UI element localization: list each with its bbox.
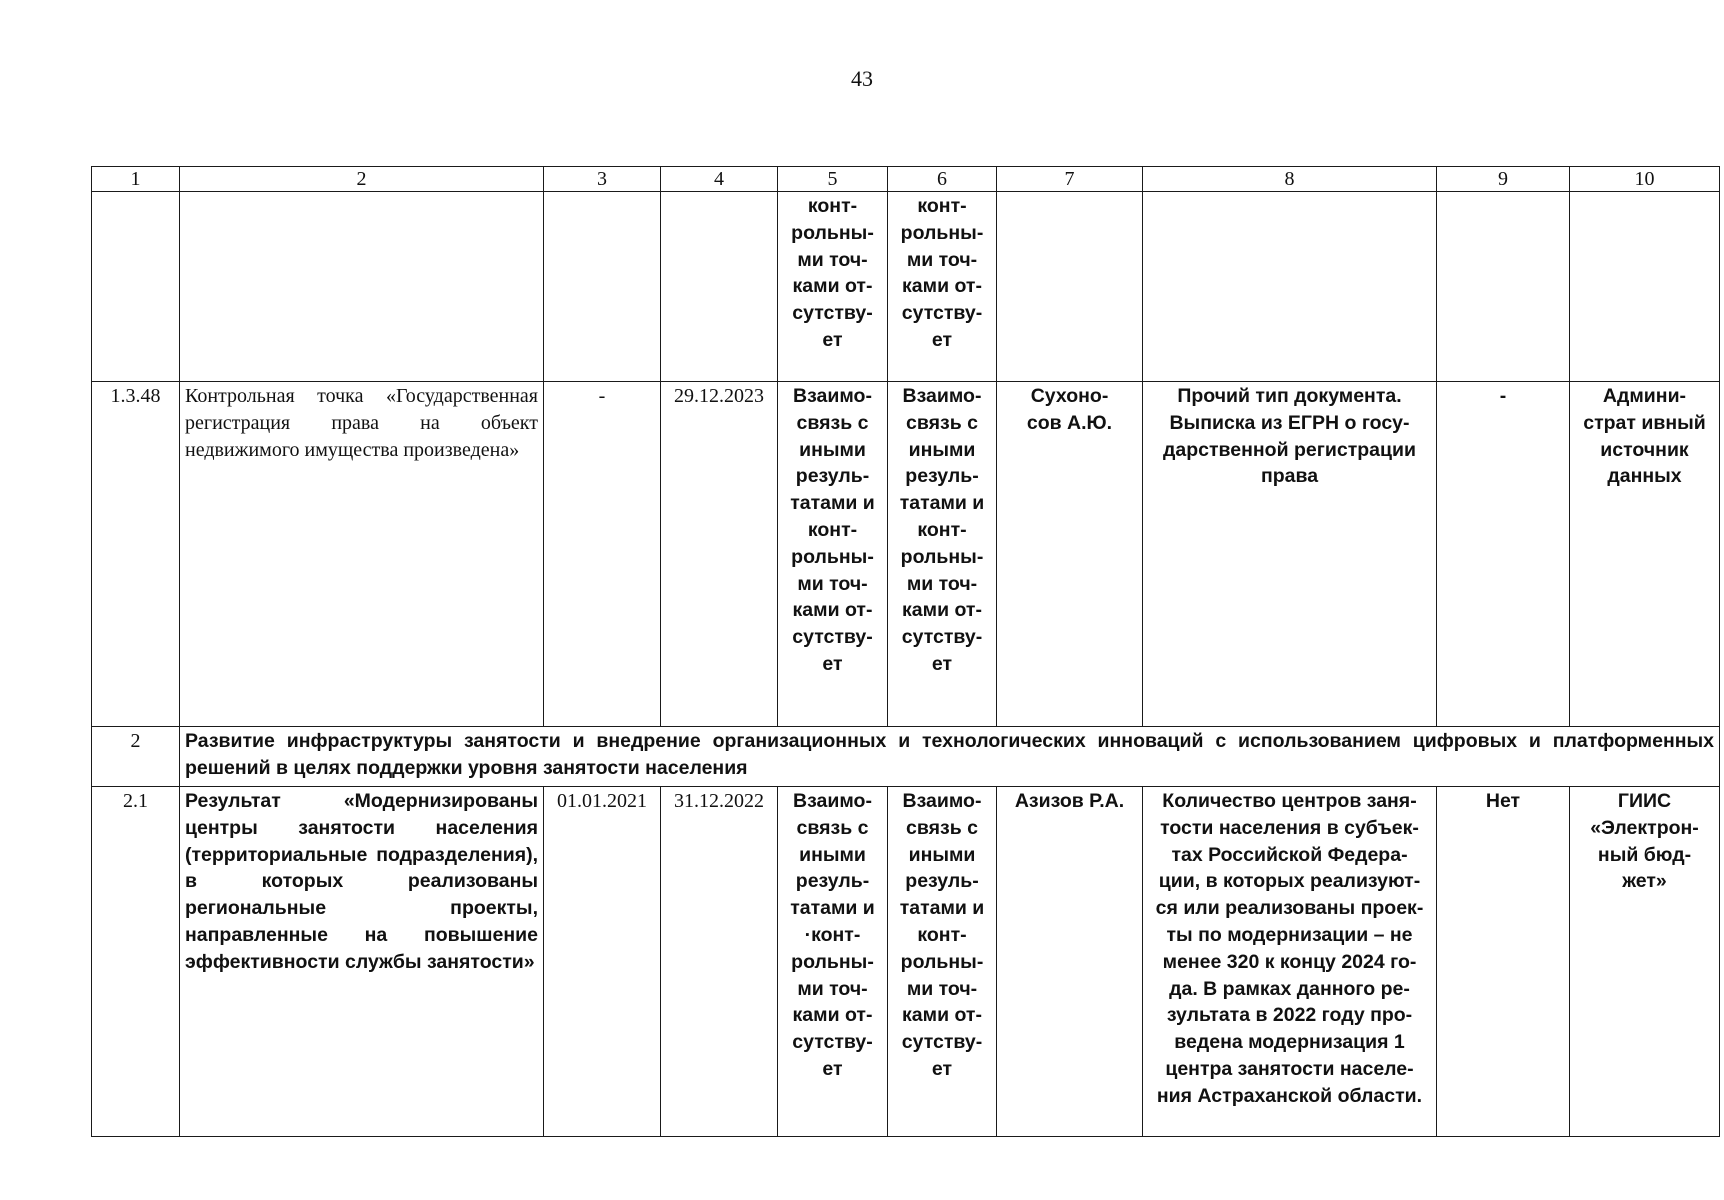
table-cell (180, 192, 544, 382)
start-date: 01.01.2021 (544, 787, 661, 1137)
related-results-cell: конт- рольны- ми точ- ками от- сутству- ет (778, 192, 888, 382)
continuation-row (92, 192, 1720, 382)
table-cell (544, 192, 661, 382)
start-date: - (544, 382, 661, 727)
column-header: 1 (92, 167, 180, 192)
table-row (92, 382, 1720, 727)
document-description: Прочий тип документа. Выписка из ЕГРН о госу- дарственной регистрации права (1143, 382, 1437, 727)
column-header: 10 (1570, 167, 1720, 192)
related-results-cell: конт- рольны- ми точ- ками от- сутству- ет (888, 192, 997, 382)
column-header: 8 (1143, 167, 1437, 192)
column-header: 5 (778, 167, 888, 192)
end-date: 29.12.2023 (661, 382, 778, 727)
column-9-value: Нет (1437, 787, 1570, 1137)
related-results-cell: Взаимо- связь с иными резуль- татами и ·конт- рольны- ми точ- ками от- сутству- ет (778, 787, 888, 1137)
end-date: 31.12.2022 (661, 787, 778, 1137)
row-title: Контрольная точка «Государственная регистрация права на объект недвижимого имущества произведена» (180, 382, 544, 727)
table-cell (997, 192, 1143, 382)
table-row (92, 787, 1720, 1137)
column-header: 6 (888, 167, 997, 192)
section-row (92, 727, 1720, 787)
page-number: 43 (851, 66, 873, 91)
table-cell (1570, 192, 1720, 382)
table-cell (1143, 192, 1437, 382)
results-table (91, 166, 1720, 1137)
row-title: Результат «Модернизированы центры занятости населения (территориальные подразделения), в которых реализованы региональные проекты, направленные на повышение эффективности службы занятости» (180, 787, 544, 1137)
column-header: 2 (180, 167, 544, 192)
data-source: ГИИС «Электрон- ный бюд- жет» (1570, 787, 1720, 1137)
section-number: 2 (92, 727, 180, 787)
document-description: Количество центров заня- тости населения в субъек- тах Российской Федера- ции, в которых реализуют- ся или реализованы проек- ты по модернизации – не менее 320 к концу 2024 го- да. В рамках данного ре- зультата в 2022 году про- ведена модернизация 1 центра занятости населе- ния Астраханской области. (1143, 787, 1437, 1137)
column-header: 3 (544, 167, 661, 192)
data-source: Админи- страт ивный источник данных (1570, 382, 1720, 727)
table-cell (661, 192, 778, 382)
table-cell (92, 192, 180, 382)
column-header: 7 (997, 167, 1143, 192)
column-header: 9 (1437, 167, 1570, 192)
responsible-person: Сухоно- сов А.Ю. (997, 382, 1143, 727)
responsible-person: Азизов Р.А. (997, 787, 1143, 1137)
related-results-cell: Взаимо- связь с иными резуль- татами и конт- рольны- ми точ- ками от- сутству- ет (888, 787, 997, 1137)
section-title: Развитие инфраструктуры занятости и внедрение организационных и технологических инноваций с использованием цифровых и платформенных решений в целях поддержки уровня занятости населения (180, 727, 1720, 787)
row-number: 2.1 (92, 787, 180, 1137)
related-results-cell: Взаимо- связь с иными резуль- татами и конт- рольны- ми точ- ками от- сутству- ет (778, 382, 888, 727)
row-number: 1.3.48 (92, 382, 180, 727)
related-results-cell: Взаимо- связь с иными резуль- татами и конт- рольны- ми точ- ками от- сутству- ет (888, 382, 997, 727)
column-9-value: - (1437, 382, 1570, 727)
table-cell (1437, 192, 1570, 382)
column-header: 4 (661, 167, 778, 192)
table-header-row (92, 167, 1720, 192)
